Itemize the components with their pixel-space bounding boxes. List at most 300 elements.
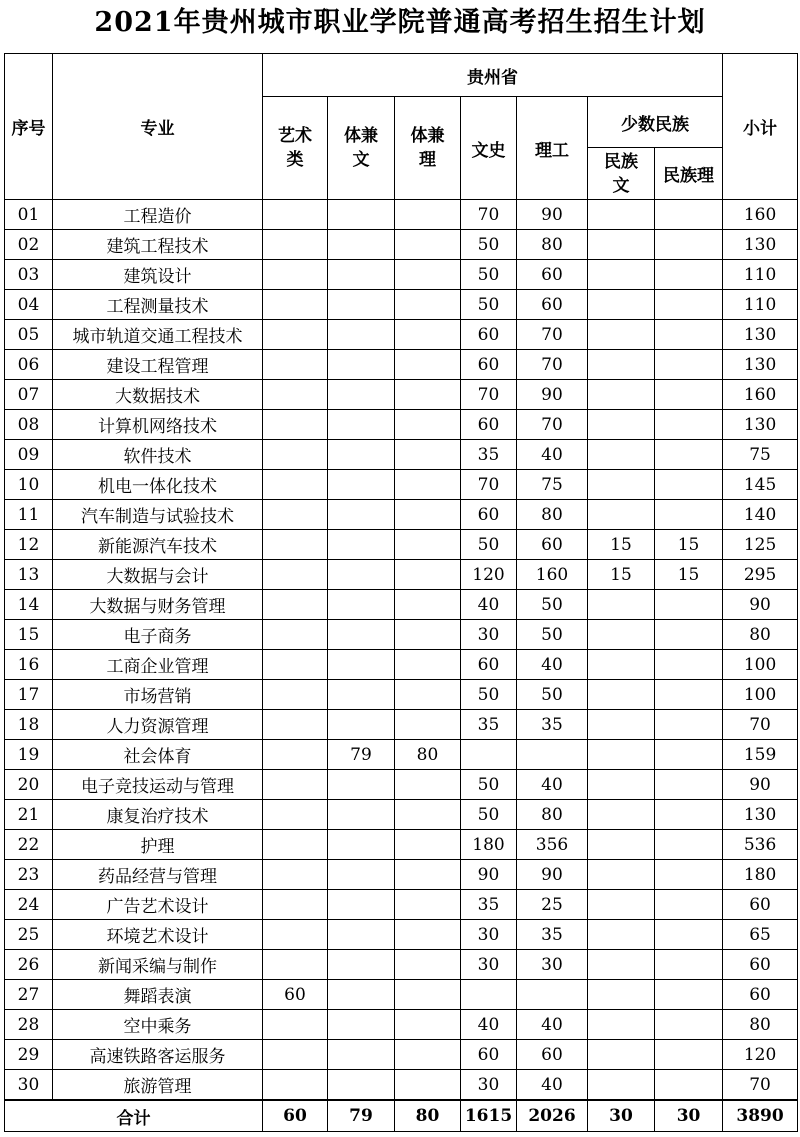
row-minority-arts xyxy=(588,290,655,320)
row-subtotal: 160 xyxy=(723,380,798,410)
row-major: 城市轨道交通工程技术 xyxy=(53,320,263,350)
row-minority-arts xyxy=(588,860,655,890)
row-minority-sci xyxy=(655,410,723,440)
row-subtotal: 60 xyxy=(723,980,798,1010)
row-arts: 180 xyxy=(461,830,517,860)
row-science: 60 xyxy=(517,290,588,320)
row-major: 舞蹈表演 xyxy=(53,980,263,1010)
row-subtotal: 70 xyxy=(723,1070,798,1101)
row-minority-arts xyxy=(588,380,655,410)
row-major: 机电一体化技术 xyxy=(53,470,263,500)
row-sport-sci xyxy=(395,380,461,410)
enrollment-plan-table xyxy=(4,53,798,1132)
row-minority-arts: 15 xyxy=(588,560,655,590)
row-minority-arts xyxy=(588,830,655,860)
row-science: 30 xyxy=(517,950,588,980)
row-art xyxy=(263,440,328,470)
row-art xyxy=(263,680,328,710)
header-art xyxy=(263,97,328,200)
row-no: 20 xyxy=(5,770,53,800)
row-minority-arts xyxy=(588,980,655,1010)
row-sport-sci xyxy=(395,830,461,860)
row-arts: 35 xyxy=(461,440,517,470)
row-art xyxy=(263,500,328,530)
row-minority-sci xyxy=(655,470,723,500)
row-minority-sci xyxy=(655,1070,723,1101)
row-science: 50 xyxy=(517,620,588,650)
row-minority-arts xyxy=(588,260,655,290)
row-sport-arts xyxy=(328,290,395,320)
row-major: 建设工程管理 xyxy=(53,350,263,380)
table-row xyxy=(5,530,798,560)
row-sport-arts xyxy=(328,200,395,230)
row-sport-sci xyxy=(395,470,461,500)
row-sport-sci xyxy=(395,350,461,380)
row-subtotal: 295 xyxy=(723,560,798,590)
row-major: 人力资源管理 xyxy=(53,710,263,740)
table-row xyxy=(5,440,798,470)
row-minority-sci xyxy=(655,830,723,860)
row-arts: 40 xyxy=(461,590,517,620)
row-major: 新闻采编与制作 xyxy=(53,950,263,980)
row-sport-sci xyxy=(395,530,461,560)
row-sport-arts xyxy=(328,770,395,800)
row-arts: 70 xyxy=(461,380,517,410)
row-arts: 120 xyxy=(461,560,517,590)
header-sport-sci-text: 体兼理 xyxy=(410,126,445,170)
row-sport-sci xyxy=(395,860,461,890)
row-minority-sci xyxy=(655,260,723,290)
row-art xyxy=(263,290,328,320)
row-major: 高速铁路客运服务 xyxy=(53,1040,263,1070)
table-row xyxy=(5,1010,798,1040)
row-art xyxy=(263,530,328,560)
row-science: 90 xyxy=(517,200,588,230)
row-no: 02 xyxy=(5,230,53,260)
table-row xyxy=(5,230,798,260)
table-row xyxy=(5,1040,798,1070)
row-arts: 60 xyxy=(461,320,517,350)
row-major: 电子商务 xyxy=(53,620,263,650)
header-sport-sci xyxy=(395,97,461,200)
row-sport-arts xyxy=(328,980,395,1010)
row-sport-arts xyxy=(328,590,395,620)
table-row xyxy=(5,710,798,740)
row-art xyxy=(263,740,328,770)
row-art xyxy=(263,560,328,590)
row-major: 环境艺术设计 xyxy=(53,920,263,950)
header-art-text: 艺术类 xyxy=(277,126,312,170)
total-art: 60 xyxy=(263,1100,328,1132)
row-sport-arts: 79 xyxy=(328,740,395,770)
row-no: 30 xyxy=(5,1070,53,1101)
row-major: 广告艺术设计 xyxy=(53,890,263,920)
row-minority-arts xyxy=(588,620,655,650)
total-sport-sci: 80 xyxy=(395,1100,461,1132)
row-science xyxy=(517,740,588,770)
row-minority-arts xyxy=(588,950,655,980)
row-art xyxy=(263,350,328,380)
row-science: 35 xyxy=(517,920,588,950)
row-no: 08 xyxy=(5,410,53,440)
row-major: 计算机网络技术 xyxy=(53,410,263,440)
row-sport-sci xyxy=(395,770,461,800)
row-art: 60 xyxy=(263,980,328,1010)
row-science: 40 xyxy=(517,440,588,470)
table-row xyxy=(5,410,798,440)
row-arts: 50 xyxy=(461,530,517,560)
row-arts xyxy=(461,740,517,770)
row-sport-sci xyxy=(395,440,461,470)
row-no: 03 xyxy=(5,260,53,290)
row-sport-arts xyxy=(328,890,395,920)
row-arts: 50 xyxy=(461,290,517,320)
row-subtotal: 110 xyxy=(723,290,798,320)
row-arts: 60 xyxy=(461,1040,517,1070)
row-sport-arts xyxy=(328,1070,395,1101)
header-minority: 少数民族 xyxy=(588,97,723,148)
row-sport-arts xyxy=(328,260,395,290)
row-no: 22 xyxy=(5,830,53,860)
row-subtotal: 125 xyxy=(723,530,798,560)
row-minority-sci xyxy=(655,680,723,710)
header-major: 专业 xyxy=(53,54,263,200)
table-row xyxy=(5,650,798,680)
row-sport-sci xyxy=(395,1070,461,1101)
row-arts: 50 xyxy=(461,770,517,800)
row-major: 药品经营与管理 xyxy=(53,860,263,890)
row-art xyxy=(263,650,328,680)
row-sport-arts xyxy=(328,560,395,590)
row-major: 大数据技术 xyxy=(53,380,263,410)
total-science: 2026 xyxy=(517,1100,588,1132)
row-minority-sci xyxy=(655,740,723,770)
row-minority-sci xyxy=(655,1040,723,1070)
row-subtotal: 100 xyxy=(723,650,798,680)
row-science: 80 xyxy=(517,800,588,830)
row-arts: 30 xyxy=(461,1070,517,1101)
row-subtotal: 100 xyxy=(723,680,798,710)
row-subtotal: 140 xyxy=(723,500,798,530)
row-minority-sci xyxy=(655,770,723,800)
row-minority-arts xyxy=(588,890,655,920)
row-sport-sci xyxy=(395,410,461,440)
table-row xyxy=(5,740,798,770)
table-row xyxy=(5,290,798,320)
row-subtotal: 145 xyxy=(723,470,798,500)
row-science: 80 xyxy=(517,500,588,530)
row-science: 50 xyxy=(517,590,588,620)
total-sport-arts: 79 xyxy=(328,1100,395,1132)
row-arts: 35 xyxy=(461,890,517,920)
row-arts: 70 xyxy=(461,470,517,500)
row-science: 356 xyxy=(517,830,588,860)
row-major: 大数据与财务管理 xyxy=(53,590,263,620)
row-no: 28 xyxy=(5,1010,53,1040)
row-minority-sci: 15 xyxy=(655,530,723,560)
row-art xyxy=(263,410,328,440)
row-minority-arts xyxy=(588,800,655,830)
row-minority-sci xyxy=(655,710,723,740)
row-minority-arts xyxy=(588,740,655,770)
header-minority-sci: 民族理 xyxy=(655,148,723,200)
row-minority-arts xyxy=(588,770,655,800)
row-science: 70 xyxy=(517,350,588,380)
total-minority-arts: 30 xyxy=(588,1100,655,1132)
row-subtotal: 60 xyxy=(723,890,798,920)
table-row xyxy=(5,500,798,530)
row-minority-sci xyxy=(655,980,723,1010)
row-sport-arts xyxy=(328,710,395,740)
header-arts: 文史 xyxy=(461,97,517,200)
row-subtotal: 80 xyxy=(723,620,798,650)
row-arts: 70 xyxy=(461,200,517,230)
row-arts: 30 xyxy=(461,920,517,950)
row-no: 13 xyxy=(5,560,53,590)
row-minority-sci xyxy=(655,230,723,260)
row-sport-sci xyxy=(395,260,461,290)
table-row xyxy=(5,470,798,500)
row-no: 18 xyxy=(5,710,53,740)
row-minority-sci xyxy=(655,890,723,920)
row-minority-sci xyxy=(655,590,723,620)
table-row xyxy=(5,380,798,410)
row-sport-arts xyxy=(328,500,395,530)
row-arts: 60 xyxy=(461,650,517,680)
row-sport-sci xyxy=(395,590,461,620)
row-sport-arts xyxy=(328,620,395,650)
row-science: 40 xyxy=(517,1010,588,1040)
row-minority-sci xyxy=(655,1010,723,1040)
row-arts: 60 xyxy=(461,350,517,380)
table-row xyxy=(5,920,798,950)
row-minority-sci xyxy=(655,650,723,680)
row-no: 14 xyxy=(5,590,53,620)
table-row xyxy=(5,1070,798,1101)
row-art xyxy=(263,470,328,500)
row-art xyxy=(263,770,328,800)
row-arts xyxy=(461,980,517,1010)
row-sport-arts xyxy=(328,920,395,950)
row-sport-sci xyxy=(395,950,461,980)
row-minority-sci xyxy=(655,380,723,410)
page-title: 2021年贵州城市职业学院普通高考招生招生计划 xyxy=(94,7,706,38)
row-sport-arts xyxy=(328,380,395,410)
row-sport-sci xyxy=(395,500,461,530)
row-subtotal: 110 xyxy=(723,260,798,290)
row-science: 40 xyxy=(517,770,588,800)
table-row xyxy=(5,890,798,920)
row-minority-arts xyxy=(588,410,655,440)
table-row xyxy=(5,590,798,620)
row-minority-sci: 15 xyxy=(655,560,723,590)
header-minority-arts-text: 民族文 xyxy=(603,151,638,196)
row-science: 40 xyxy=(517,650,588,680)
row-sport-sci xyxy=(395,710,461,740)
row-no: 21 xyxy=(5,800,53,830)
row-art xyxy=(263,860,328,890)
row-sport-arts xyxy=(328,800,395,830)
row-science: 70 xyxy=(517,320,588,350)
row-major: 建筑工程技术 xyxy=(53,230,263,260)
table-row xyxy=(5,950,798,980)
table-row xyxy=(5,830,798,860)
row-minority-arts: 15 xyxy=(588,530,655,560)
row-art xyxy=(263,620,328,650)
row-sport-sci xyxy=(395,650,461,680)
header-minority-arts xyxy=(588,148,655,200)
row-minority-arts xyxy=(588,230,655,260)
row-arts: 60 xyxy=(461,500,517,530)
row-no: 29 xyxy=(5,1040,53,1070)
row-subtotal: 130 xyxy=(723,410,798,440)
row-subtotal: 536 xyxy=(723,830,798,860)
row-major: 软件技术 xyxy=(53,440,263,470)
row-minority-arts xyxy=(588,1010,655,1040)
row-art xyxy=(263,830,328,860)
row-art xyxy=(263,320,328,350)
row-minority-sci xyxy=(655,620,723,650)
row-art xyxy=(263,800,328,830)
table-row xyxy=(5,680,798,710)
row-subtotal: 160 xyxy=(723,200,798,230)
row-sport-arts xyxy=(328,320,395,350)
row-science: 80 xyxy=(517,230,588,260)
row-minority-arts xyxy=(588,920,655,950)
row-subtotal: 130 xyxy=(723,230,798,260)
row-minority-sci xyxy=(655,200,723,230)
row-sport-arts xyxy=(328,470,395,500)
row-subtotal: 159 xyxy=(723,740,798,770)
row-subtotal: 75 xyxy=(723,440,798,470)
row-subtotal: 130 xyxy=(723,320,798,350)
header-no: 序号 xyxy=(5,54,53,200)
row-sport-sci xyxy=(395,800,461,830)
row-no: 26 xyxy=(5,950,53,980)
row-no: 12 xyxy=(5,530,53,560)
row-science: 90 xyxy=(517,380,588,410)
row-minority-arts xyxy=(588,320,655,350)
row-science: 90 xyxy=(517,860,588,890)
row-minority-arts xyxy=(588,1070,655,1101)
row-sport-sci xyxy=(395,680,461,710)
row-art xyxy=(263,920,328,950)
header-province: 贵州省 xyxy=(263,54,723,97)
row-art xyxy=(263,380,328,410)
row-sport-sci xyxy=(395,320,461,350)
row-no: 10 xyxy=(5,470,53,500)
row-sport-sci xyxy=(395,1040,461,1070)
total-minority-sci: 30 xyxy=(655,1100,723,1132)
row-no: 01 xyxy=(5,200,53,230)
header-sport-arts xyxy=(328,97,395,200)
row-sport-arts xyxy=(328,440,395,470)
header-science: 理工 xyxy=(517,97,588,200)
row-science xyxy=(517,980,588,1010)
row-subtotal: 70 xyxy=(723,710,798,740)
row-minority-sci xyxy=(655,320,723,350)
row-art xyxy=(263,230,328,260)
row-sport-arts xyxy=(328,860,395,890)
row-no: 05 xyxy=(5,320,53,350)
total-row xyxy=(5,1100,798,1132)
row-sport-arts xyxy=(328,830,395,860)
row-minority-arts xyxy=(588,680,655,710)
row-art xyxy=(263,1010,328,1040)
row-science: 60 xyxy=(517,260,588,290)
row-no: 15 xyxy=(5,620,53,650)
row-major: 汽车制造与试验技术 xyxy=(53,500,263,530)
row-subtotal: 80 xyxy=(723,1010,798,1040)
row-science: 50 xyxy=(517,680,588,710)
row-sport-sci xyxy=(395,980,461,1010)
table-row xyxy=(5,620,798,650)
row-sport-arts xyxy=(328,410,395,440)
row-major: 社会体育 xyxy=(53,740,263,770)
table-row xyxy=(5,980,798,1010)
table-row xyxy=(5,800,798,830)
row-minority-sci xyxy=(655,800,723,830)
row-sport-sci xyxy=(395,230,461,260)
row-minority-sci xyxy=(655,290,723,320)
row-minority-arts xyxy=(588,440,655,470)
row-art xyxy=(263,590,328,620)
row-no: 07 xyxy=(5,380,53,410)
row-art xyxy=(263,890,328,920)
row-no: 09 xyxy=(5,440,53,470)
row-art xyxy=(263,200,328,230)
row-sport-sci xyxy=(395,290,461,320)
row-major: 工商企业管理 xyxy=(53,650,263,680)
row-sport-sci xyxy=(395,560,461,590)
row-minority-sci xyxy=(655,500,723,530)
total-arts: 1615 xyxy=(461,1100,517,1132)
row-sport-sci xyxy=(395,1010,461,1040)
row-major: 旅游管理 xyxy=(53,1070,263,1101)
row-art xyxy=(263,710,328,740)
table-row xyxy=(5,350,798,380)
row-major: 康复治疗技术 xyxy=(53,800,263,830)
row-minority-arts xyxy=(588,470,655,500)
total-subtotal: 3890 xyxy=(723,1100,798,1132)
row-science: 75 xyxy=(517,470,588,500)
row-minority-sci xyxy=(655,860,723,890)
row-arts: 50 xyxy=(461,680,517,710)
row-art xyxy=(263,1040,328,1070)
header-sport-arts-text: 体兼文 xyxy=(343,126,378,170)
row-sport-sci: 80 xyxy=(395,740,461,770)
row-no: 27 xyxy=(5,980,53,1010)
row-arts: 50 xyxy=(461,260,517,290)
row-sport-sci xyxy=(395,620,461,650)
row-art xyxy=(263,1070,328,1101)
row-no: 16 xyxy=(5,650,53,680)
row-major: 工程测量技术 xyxy=(53,290,263,320)
row-minority-arts xyxy=(588,350,655,380)
row-subtotal: 120 xyxy=(723,1040,798,1070)
table-row xyxy=(5,560,798,590)
row-minority-sci xyxy=(655,440,723,470)
row-sport-arts xyxy=(328,680,395,710)
row-major: 护理 xyxy=(53,830,263,860)
row-minority-arts xyxy=(588,590,655,620)
row-arts: 60 xyxy=(461,410,517,440)
row-minority-arts xyxy=(588,1040,655,1070)
row-subtotal: 65 xyxy=(723,920,798,950)
row-no: 04 xyxy=(5,290,53,320)
row-art xyxy=(263,260,328,290)
row-no: 11 xyxy=(5,500,53,530)
